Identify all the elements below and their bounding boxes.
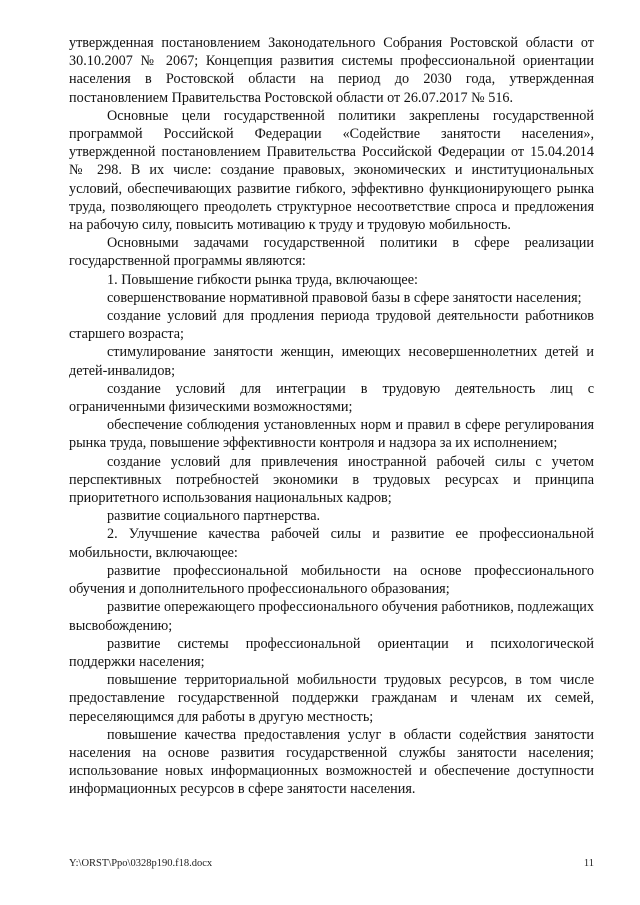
paragraph: Основными задачами государственной политики в сфере реализации государственной программы являются:: [69, 235, 594, 270]
paragraph: развитие социального партнерства.: [107, 508, 321, 525]
paragraph: повышение качества предоставления услуг в области содействия занятости населения на основе развития государственной службы занятости населения; использование новых информационных возможностей и обеспечение доступности информационных ресурсов в сфере занятости населения.: [69, 726, 594, 798]
paragraph: стимулирование занятости женщин, имеющих несовершеннолетних детей и детей-инвалидов;: [69, 344, 594, 379]
paragraph: обеспечение соблюдения установленных норм и правил в сфере регулирования рынка труда, повышение эффективности контроля и надзора за их исполнением;: [69, 417, 594, 452]
paragraph: создание условий для интеграции в трудовую деятельность лиц с ограниченными физическими возможностями;: [69, 380, 594, 416]
page-footer: [69, 858, 594, 869]
paragraph: создание условий для привлечения иностранной рабочей силы с учетом перспективных потребностей экономики в трудовых ресурсах и принципа приоритетного использования национальных кадров;: [69, 453, 594, 507]
paragraph: повышение территориальной мобильности трудовых ресурсов, в том числе предоставление государственной поддержки гражданам и членам их семей, переселяющимся для работы в другую местность;: [69, 672, 594, 725]
paragraph: утвержденная постановлением Законодательного Собрания Ростовской области от 30.10.2007 № 2067; Концепция развития системы профессиональной ориентации населения в Ростовской области на период до 2030 года, утвержденная постановлением Правительства Ростовской области от 26.07.2017 № 516.: [69, 35, 594, 106]
paragraph: развитие опережающего профессионального обучения работников, подлежащих высвобождению;: [69, 599, 594, 634]
paragraph: развитие профессиональной мобильности на основе профессионального обучения и дополнительного профессионального образования;: [69, 562, 594, 598]
footer-page-number: 11: [583, 858, 594, 869]
paragraph: 2. Улучшение качества рабочей силы и развитие ее профессиональной мобильности, включающее:: [69, 526, 594, 561]
paragraph: создание условий для продления периода трудовой деятельности работников старшего возраста;: [69, 308, 594, 343]
footer-file-path: Y:\ORST\Ppo\0328p190.f18.docx: [69, 858, 213, 869]
paragraph: 1. Повышение гибкости рынка труда, включающее:: [107, 271, 418, 288]
paragraph: совершенствование нормативной правовой базы в сфере занятости населения;: [107, 289, 582, 306]
paragraph: Основные цели государственной политики закреплены государственной программой Российской Федерации «Содействие занятости населения», утвержденной постановлением Правительства Российской Федерации от 15.04.2014 № 298. В их числе: создание правовых, экономических и институциональных условий, обеспечивающих развитие гибкого, эффективно функционирующего рынка труда, позволяющего преодолеть структурное несоответствие спроса и предложения на рабочую силу, повысить мотивацию к труду и трудовую мобильность.: [69, 107, 594, 234]
document-body: [69, 34, 594, 799]
paragraph: развитие системы профессиональной ориентации и психологической поддержки населения;: [69, 635, 594, 670]
